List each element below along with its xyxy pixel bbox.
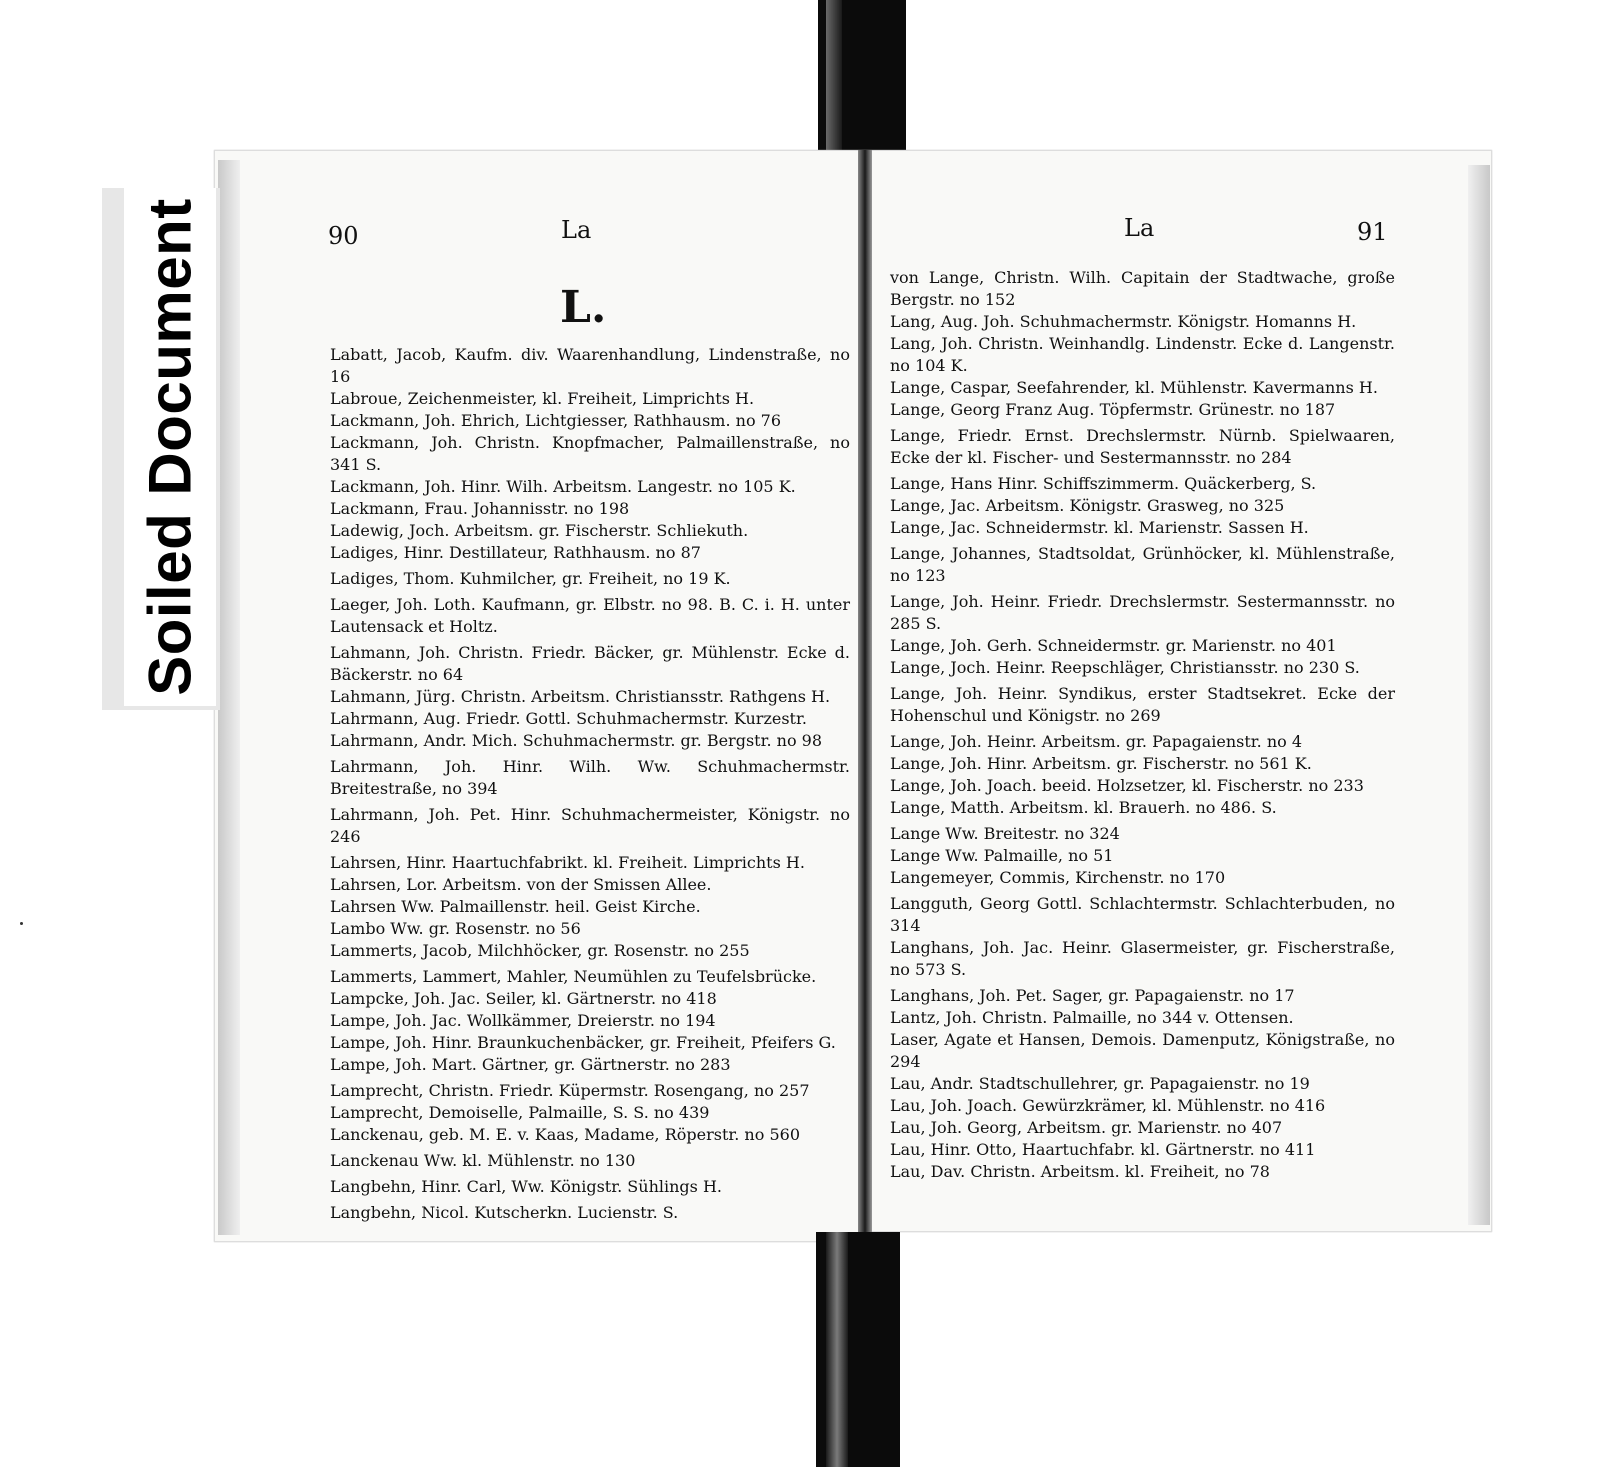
directory-entry: Laser, Agate et Hansen, Demois. Damenputz, Königstraße, no 294	[890, 1030, 1395, 1071]
directory-entry: Lange, Joh. Gerh. Schneidermstr. gr. Marienstr. no 401	[890, 636, 1337, 655]
directory-entry: Lahrsen, Hinr. Haartuchfabrikt. kl. Freiheit. Limprichts H.	[330, 853, 805, 872]
directory-entry: Lanckenau Ww. kl. Mühlenstr. no 130	[330, 1151, 636, 1170]
directory-entry: von Lange, Christn. Wilh. Capitain der Stadtwache, große Bergstr. no 152	[890, 268, 1395, 309]
directory-entry: Labroue, Zeichenmeister, kl. Freiheit, Limprichts H.	[330, 389, 755, 408]
directory-entry: Lackmann, Joh. Christn. Knopfmacher, Palmaillenstraße, no 341 S.	[330, 433, 850, 474]
directory-entry: Lang, Aug. Joh. Schuhmachermstr. Königstr. Homanns H.	[890, 312, 1357, 331]
directory-entry: Lang, Joh. Christn. Weinhandlg. Lindenstr. Ecke d. Langenstr. no 104 K.	[890, 334, 1395, 375]
directory-entry: Lange Ww. Breitestr. no 324	[890, 824, 1120, 843]
speck	[20, 922, 23, 925]
soiled-document-stamp: Soiled Document	[136, 198, 204, 696]
directory-entry: Lange, Joh. Hinr. Arbeitsm. gr. Fischerstr. no 561 K.	[890, 754, 1312, 773]
right-entry-list	[890, 267, 1395, 1183]
directory-entry: Lange, Georg Franz Aug. Töpfermstr. Grünestr. no 187	[890, 400, 1336, 419]
left-entry-list	[330, 344, 850, 1224]
directory-entry: Lambo Ww. gr. Rosenstr. no 56	[330, 919, 581, 938]
directory-entry: Lamprecht, Demoiselle, Palmaille, S. S. no 439	[330, 1103, 710, 1122]
directory-entry: Lahmann, Joh. Christn. Friedr. Bäcker, gr. Mühlenstr. Ecke d. Bäckerstr. no 64	[330, 643, 850, 684]
directory-entry: Lahrmann, Aug. Friedr. Gottl. Schuhmachermstr. Kurzestr.	[330, 709, 807, 728]
directory-entry: Langhans, Joh. Jac. Heinr. Glasermeister, gr. Fischerstraße, no 573 S.	[890, 938, 1395, 979]
directory-entry: Lange, Johannes, Stadtsoldat, Grünhöcker, kl. Mühlenstraße, no 123	[890, 544, 1395, 585]
directory-entry: Lackmann, Joh. Hinr. Wilh. Arbeitsm. Langestr. no 105 K.	[330, 477, 796, 496]
directory-entry: Ladiges, Hinr. Destillateur, Rathhausm. no 87	[330, 543, 701, 562]
right-running-head: La	[1124, 214, 1155, 242]
directory-entry: Lau, Hinr. Otto, Haartuchfabr. kl. Gärtnerstr. no 411	[890, 1140, 1316, 1159]
directory-entry: Lahrsen, Lor. Arbeitsm. von der Smissen Allee.	[330, 875, 712, 894]
directory-entry: Lange, Matth. Arbeitsm. kl. Brauerh. no 486. S.	[890, 798, 1277, 817]
directory-entry: Lantz, Joh. Christn. Palmaille, no 344 v. Ottensen.	[890, 1008, 1294, 1027]
directory-entry: Lammerts, Lammert, Mahler, Neumühlen zu Teufelsbrücke.	[330, 967, 817, 986]
directory-entry: Lange, Joh. Heinr. Friedr. Drechslermstr. Sestermannsstr. no 285 S.	[890, 592, 1395, 633]
right-page-number: 91	[1357, 218, 1388, 246]
directory-entry: Lahrmann, Andr. Mich. Schuhmachermstr. gr. Bergstr. no 98	[330, 731, 823, 750]
book-gutter	[858, 150, 872, 1240]
directory-entry: Lange, Joh. Joach. beeid. Holzsetzer, kl. Fischerstr. no 233	[890, 776, 1364, 795]
directory-entry: Langbehn, Hinr. Carl, Ww. Königstr. Sühlings H.	[330, 1177, 722, 1196]
left-page-number: 90	[328, 222, 359, 250]
directory-entry: Lange, Hans Hinr. Schiffszimmerm. Quäckerberg, S.	[890, 474, 1317, 493]
binding-strap-bottom-highlight	[826, 1232, 848, 1467]
directory-entry: Lammerts, Jacob, Milchhöcker, gr. Rosenstr. no 255	[330, 941, 750, 960]
directory-entry: Lampe, Joh. Jac. Wollkämmer, Dreierstr. no 194	[330, 1011, 716, 1030]
directory-entry: Lange, Jac. Schneidermstr. kl. Marienstr. Sassen H.	[890, 518, 1309, 537]
directory-entry: Langhans, Joh. Pet. Sager, gr. Papagaienstr. no 17	[890, 986, 1295, 1005]
directory-entry: Lange, Jac. Arbeitsm. Königstr. Grasweg, no 325	[890, 496, 1285, 515]
directory-entry: Ladiges, Thom. Kuhmilcher, gr. Freiheit, no 19 K.	[330, 569, 731, 588]
directory-entry: Lange, Joh. Heinr. Syndikus, erster Stadtsekret. Ecke der Hohenschul und Königstr. no 269	[890, 684, 1395, 725]
directory-entry: Labatt, Jacob, Kaufm. div. Waarenhandlung, Lindenstraße, no 16	[330, 345, 850, 386]
directory-entry: Lau, Dav. Christn. Arbeitsm. kl. Freiheit, no 78	[890, 1162, 1270, 1181]
directory-entry: Lampcke, Joh. Jac. Seiler, kl. Gärtnerstr. no 418	[330, 989, 717, 1008]
directory-entry: Lange, Joh. Heinr. Arbeitsm. gr. Papagaienstr. no 4	[890, 732, 1303, 751]
directory-entry: Langemeyer, Commis, Kirchenstr. no 170	[890, 868, 1226, 887]
directory-entry: Langguth, Georg Gottl. Schlachtermstr. Schlachterbuden, no 314	[890, 894, 1395, 935]
directory-entry: Lampe, Joh. Hinr. Braunkuchenbäcker, gr. Freiheit, Pfeifers G.	[330, 1033, 836, 1052]
directory-entry: Lange, Friedr. Ernst. Drechslermstr. Nürnb. Spielwaaren, Ecke der kl. Fischer- und Sestermannsstr. no 284	[890, 426, 1395, 467]
left-page-edge	[218, 160, 240, 1235]
directory-entry: Lau, Joh. Georg, Arbeitsm. gr. Marienstr. no 407	[890, 1118, 1283, 1137]
directory-entry: Lampe, Joh. Mart. Gärtner, gr. Gärtnerstr. no 283	[330, 1055, 731, 1074]
directory-entry: Lahrmann, Joh. Hinr. Wilh. Ww. Schuhmachermstr. Breitestraße, no 394	[330, 757, 850, 798]
directory-entry: Lau, Andr. Stadtschullehrer, gr. Papagaienstr. no 19	[890, 1074, 1310, 1093]
directory-entry: Laeger, Joh. Loth. Kaufmann, gr. Elbstr. no 98. B. C. i. H. unter Lautensack et Holtz.	[330, 595, 850, 636]
right-page-edge	[1468, 165, 1490, 1225]
binding-strap-top-highlight	[826, 0, 842, 150]
directory-entry: Lahrmann, Joh. Pet. Hinr. Schuhmachermeister, Königstr. no 246	[330, 805, 850, 846]
directory-entry: Lackmann, Joh. Ehrich, Lichtgiesser, Rathhausm. no 76	[330, 411, 782, 430]
directory-entry: Lange, Caspar, Seefahrender, kl. Mühlenstr. Kavermanns H.	[890, 378, 1378, 397]
directory-entry: Lange Ww. Palmaille, no 51	[890, 846, 1114, 865]
directory-entry: Lackmann, Frau. Johannisstr. no 198	[330, 499, 630, 518]
directory-entry: Lamprecht, Christn. Friedr. Küpermstr. Rosengang, no 257	[330, 1081, 810, 1100]
directory-entry: Lahmann, Jürg. Christn. Arbeitsm. Christiansstr. Rathgens H.	[330, 687, 831, 706]
directory-entry: Langbehn, Nicol. Kutscherkn. Lucienstr. S.	[330, 1203, 679, 1222]
directory-entry: Lahrsen Ww. Palmaillenstr. heil. Geist Kirche.	[330, 897, 701, 916]
directory-entry: Ladewig, Joch. Arbeitsm. gr. Fischerstr. Schliekuth.	[330, 521, 749, 540]
left-running-head: La	[561, 216, 592, 244]
section-letter: L.	[560, 282, 607, 333]
directory-entry: Lanckenau, geb. M. E. v. Kaas, Madame, Röperstr. no 560	[330, 1125, 800, 1144]
directory-entry: Lange, Joch. Heinr. Reepschläger, Christiansstr. no 230 S.	[890, 658, 1360, 677]
directory-entry: Lau, Joh. Joach. Gewürzkrämer, kl. Mühlenstr. no 416	[890, 1096, 1326, 1115]
